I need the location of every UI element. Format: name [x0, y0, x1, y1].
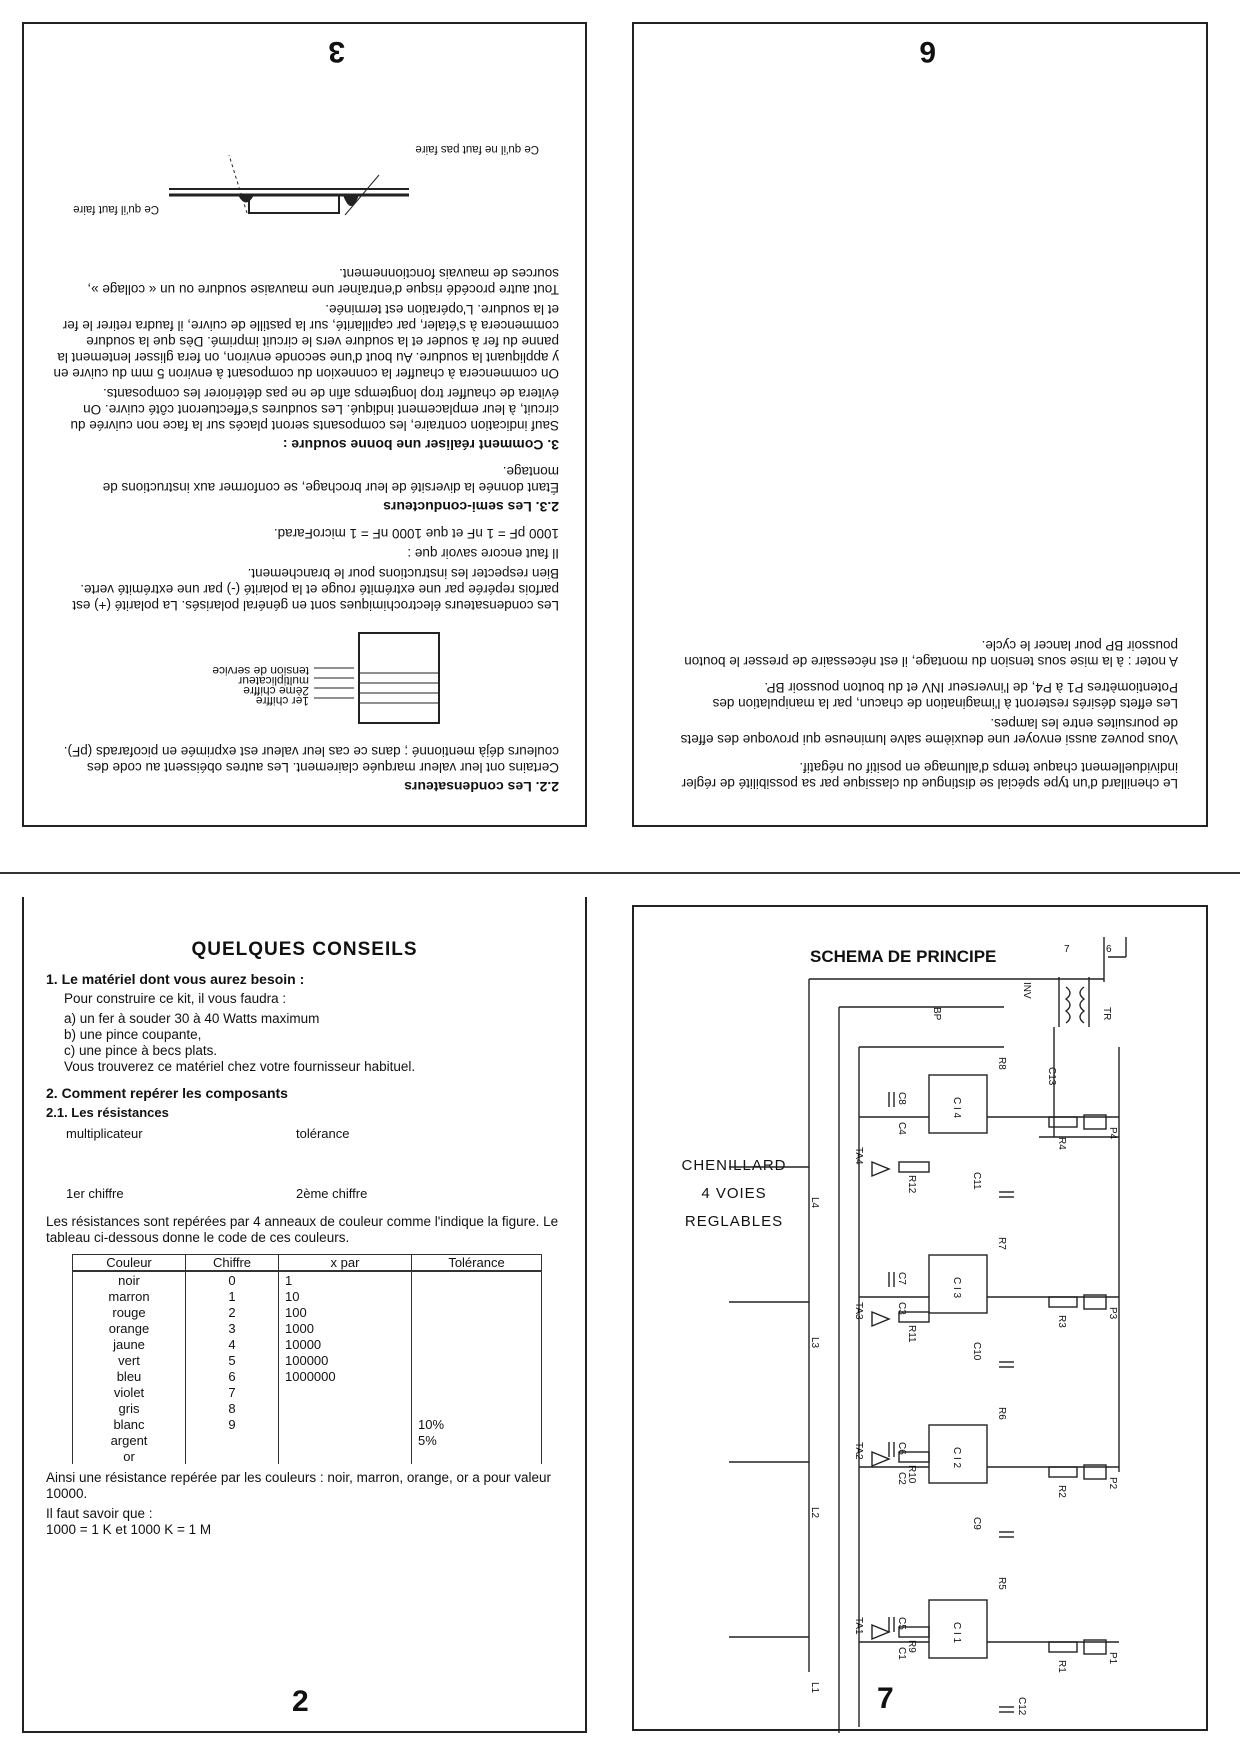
label-C8: C8 — [896, 1092, 907, 1105]
label-R6: R6 — [996, 1407, 1007, 1420]
table-cell: vert — [73, 1352, 186, 1368]
table-cell: marron — [73, 1288, 186, 1304]
sec3-p3: Tout autre procédé risque d'entraîner une mauvaise soudure ou un « collage », sources de mauvais fonctionnement. — [87, 266, 559, 297]
label-TA1: TA1 — [853, 1617, 864, 1635]
table-cell: 1000000 — [279, 1368, 412, 1384]
table-row — [73, 1432, 542, 1448]
table-row — [73, 1400, 542, 1416]
label-P1: P1 — [1107, 1652, 1118, 1665]
s1-item: a) un fer à souder 30 à 40 Watts maximum — [64, 1011, 320, 1026]
table-cell — [412, 1271, 542, 1288]
label-L2: L2 — [809, 1507, 820, 1519]
table-cell — [186, 1448, 279, 1464]
s21-p3: Il faut savoir que : — [46, 1506, 153, 1521]
label-CI2: C I 2 — [951, 1447, 962, 1469]
label-L3: L3 — [809, 1337, 820, 1349]
table-cell: 10000 — [279, 1336, 412, 1352]
label-R12: R12 — [906, 1175, 917, 1194]
s1-title: 1. Le matériel dont vous aurez besoin : — [46, 971, 305, 987]
table-cell — [279, 1416, 412, 1432]
page-2 — [22, 897, 587, 1733]
caption-line: REGLABLES — [684, 1213, 784, 1230]
label-TA4: TA4 — [853, 1147, 864, 1165]
table-cell — [412, 1368, 542, 1384]
s1-intro: Pour construire ce kit, il vous faudra : — [64, 991, 287, 1006]
label-TR: TR — [1101, 1007, 1112, 1021]
table-cell: 4 — [186, 1336, 279, 1352]
label-C3: C3 — [896, 1302, 907, 1315]
band-label: multiplicateur — [238, 674, 309, 688]
s1-item: b) une pince coupante, — [64, 1027, 202, 1042]
table-row — [73, 1384, 542, 1400]
fold-line — [0, 872, 1240, 874]
label-R9: R9 — [906, 1640, 917, 1653]
label-R3: R3 — [1056, 1315, 1067, 1328]
label-C10: C10 — [971, 1342, 982, 1361]
page-number: 3 — [328, 35, 345, 68]
table-cell — [279, 1400, 412, 1416]
p6-p2: Vous pouvez aussi envoyer une deuxième salve lumineuse qui provoque des effets de poursuites entre les lampes. — [680, 716, 1178, 747]
label-C11: C11 — [971, 1172, 982, 1190]
s2-title: 2. Comment repérer les composants — [46, 1085, 288, 1101]
label-TA3: TA3 — [853, 1302, 864, 1320]
th-chiffre: Chiffre — [186, 1255, 279, 1272]
p6-p4: A noter : à la mise sous tension du montage, il est nécessaire de presser le bouton poussoir BP pour lancer le cycle. — [684, 638, 1178, 669]
table-row — [73, 1320, 542, 1336]
label-C13: C13 — [1046, 1067, 1057, 1086]
table-cell — [279, 1432, 412, 1448]
table-cell: blanc — [73, 1416, 186, 1432]
annot-bad: Ce qu'il ne faut pas faire — [415, 143, 539, 155]
schematic — [634, 907, 1210, 1733]
sec22-title: 2.2. Les condensateurs — [404, 779, 559, 795]
caption-line: CHENILLARD — [681, 1157, 787, 1174]
table-cell: jaune — [73, 1336, 186, 1352]
table-row — [73, 1271, 542, 1288]
label-BP: BP — [931, 1007, 942, 1021]
label-CI1: C I 1 — [951, 1622, 962, 1644]
label-R2: R2 — [1056, 1485, 1067, 1498]
table-cell: rouge — [73, 1304, 186, 1320]
table-cell: 100000 — [279, 1352, 412, 1368]
table-cell: violet — [73, 1384, 186, 1400]
page-number: 7 — [877, 1682, 894, 1715]
table-cell — [412, 1448, 542, 1464]
table-cell — [412, 1288, 542, 1304]
label-n7: 7 — [1064, 944, 1070, 955]
table-cell: 10% — [412, 1416, 542, 1432]
table-cell: gris — [73, 1400, 186, 1416]
page-7 — [632, 905, 1208, 1731]
table-row — [73, 1288, 542, 1304]
table-row — [73, 1416, 542, 1432]
label-C7: C7 — [896, 1272, 907, 1285]
table-cell: 10 — [279, 1288, 412, 1304]
table-cell: 6 — [186, 1368, 279, 1384]
s21-p4: 1000 = 1 K et 1000 K = 1 M — [46, 1522, 212, 1537]
sec22-p4: 1000 pF = 1 nF et que 1000 nF = 1 microFarad. — [273, 526, 559, 541]
label-P2: P2 — [1107, 1477, 1118, 1490]
s21-title: 2.1. Les résistances — [46, 1105, 169, 1120]
table-row — [73, 1304, 542, 1320]
table-cell — [412, 1400, 542, 1416]
table-row — [73, 1448, 542, 1464]
sec23-title: 2.3. Les semi-conducteurs — [383, 499, 559, 515]
label-multiplicateur: multiplicateur — [66, 1126, 143, 1141]
label-C4: C4 — [896, 1122, 907, 1135]
table-cell: 0 — [186, 1271, 279, 1288]
caption-line: 4 VOIES — [701, 1185, 767, 1202]
table-row — [73, 1352, 542, 1368]
label-L1: L1 — [809, 1682, 820, 1694]
label-TA2: TA2 — [853, 1442, 864, 1460]
label-R8: R8 — [996, 1057, 1007, 1070]
label-CI4: C I 4 — [951, 1097, 962, 1119]
capacitor-figure — [50, 623, 559, 733]
page-number: 2 — [292, 1685, 309, 1718]
s1-outro: Vous trouverez ce matériel chez votre fournisseur habituel. — [64, 1059, 416, 1074]
p6-p1: Le chenillard d'un type spécial se distingue du classique par sa possibilité de régler individuellement chaque temps d'allumage en positif ou négatif. — [681, 760, 1178, 791]
label-tolerance: tolérance — [296, 1126, 350, 1141]
table-cell: 100 — [279, 1304, 412, 1320]
label-n6: 6 — [1106, 944, 1112, 955]
table-cell: 3 — [186, 1320, 279, 1336]
table-cell: 9 — [186, 1416, 279, 1432]
sec22-p1: Certains ont leur valeur marquée clairement. Les autres obéissent au code des couleurs déjà mentionné ; dans ce cas leur valeur est exprimée en picofarads (pF). — [63, 744, 559, 775]
band-label: 2ème chiffre — [243, 684, 309, 698]
table-cell — [412, 1304, 542, 1320]
table-cell: or — [73, 1448, 186, 1464]
p6-p3: Les effets désirés resteront à l'imagination de chacun, par la manipulation des Potentiomètres P1 à P4, de l'inverseur INV et du bouton poussoir BP. — [712, 680, 1178, 711]
page-title: QUELQUES CONSEILS — [191, 939, 418, 960]
table-cell — [186, 1432, 279, 1448]
table-cell: 1 — [279, 1271, 412, 1288]
label-C2: C2 — [896, 1472, 907, 1485]
label-1er-chiffre: 1er chiffre — [66, 1186, 124, 1201]
page-number: 6 — [919, 35, 936, 68]
table-row — [73, 1336, 542, 1352]
schema-title: SCHEMA DE PRINCIPE — [810, 947, 997, 966]
table-cell: noir — [73, 1271, 186, 1288]
label-INV: INV — [1021, 982, 1032, 999]
sec3-p2: On commencera à chauffer la connexion du composant à environ 5 mm du cuivre en y appliquant la soudure. Au bout d'une seconde environ, on fera glisser lentement la panne du fer à souder et la soudure vers le circuit imprimé. Dès que la soudure commencera à s'étaler, par capillarité, sur la pastille de cuivre, il faudra retirer le fer et la soudure. L'opération est terminée. — [53, 302, 559, 381]
label-C5: C5 — [896, 1617, 907, 1630]
label-R4: R4 — [1056, 1137, 1067, 1150]
sec22-p2: Les condensateurs électrochimiques sont en général polarisés. La polarité (+) est parfois repérée par une extrémité rouge et la polarité (-) par une extrémité verte. Bien respecter les instructions pour le branchement. — [72, 566, 559, 613]
label-C6: C6 — [896, 1442, 907, 1455]
label-R7: R7 — [996, 1237, 1007, 1250]
sec22-p3: Il faut encore savoir que : — [407, 546, 559, 561]
table-cell — [279, 1384, 412, 1400]
label-C9: C9 — [971, 1517, 982, 1530]
table-cell: bleu — [73, 1368, 186, 1384]
table-cell: orange — [73, 1320, 186, 1336]
page-6 — [632, 22, 1208, 827]
label-C12: C12 — [1016, 1697, 1027, 1716]
table-cell: argent — [73, 1432, 186, 1448]
table-cell: 1 — [186, 1288, 279, 1304]
th-xpar: x par — [279, 1255, 412, 1272]
table-cell — [412, 1320, 542, 1336]
table-row — [73, 1368, 542, 1384]
table-cell — [279, 1448, 412, 1464]
table-cell: 8 — [186, 1400, 279, 1416]
th-tolerance: Tolérance — [412, 1255, 542, 1272]
label-R10: R10 — [906, 1465, 917, 1484]
label-C1: C1 — [896, 1647, 907, 1660]
sec3-title: 3. Comment réaliser une bonne soudure : — [282, 437, 559, 453]
label-R5: R5 — [996, 1577, 1007, 1590]
table-cell: 1000 — [279, 1320, 412, 1336]
table-cell — [412, 1336, 542, 1352]
annot-good: Ce qu'il faut faire — [73, 203, 159, 215]
band-label: 1er chiffre — [255, 694, 309, 708]
label-R11: R11 — [906, 1325, 917, 1343]
label-P4: P4 — [1107, 1127, 1118, 1140]
s21-p1: Les résistances sont repérées par 4 anneaux de couleur comme l'indique la figure. Le tableau ci-dessous donne le code de ces couleurs. — [46, 1214, 559, 1245]
sec23-p1: Étant donnée la diversité de leur brochage, se conformer aux instructions de montage. — [102, 464, 559, 495]
table-cell: 7 — [186, 1384, 279, 1400]
solder-figure — [50, 135, 559, 255]
label-R1: R1 — [1056, 1660, 1067, 1673]
sec3-p1: Sauf indication contraire, les composants seront placés sur la face non cuivrée du circuit, à leur emplacement indiqué. Les soudures s'effectueront côté cuivre. On évitera de chauffer trop longtemps afin de ne pas détériorer les composants. — [70, 386, 559, 433]
s21-p2: Ainsi une résistance repérée par les couleurs : noir, marron, orange, or a pour valeur 10000. — [46, 1470, 552, 1501]
label-CI3: C I 3 — [951, 1277, 962, 1299]
resistor-figure — [46, 1124, 563, 1204]
table-cell: 5% — [412, 1432, 542, 1448]
color-code-table — [72, 1254, 542, 1464]
table-cell — [412, 1384, 542, 1400]
s1-item: c) une pince à becs plats. — [64, 1043, 218, 1058]
th-couleur: Couleur — [73, 1255, 186, 1272]
label-P3: P3 — [1107, 1307, 1118, 1320]
label-2eme-chiffre: 2ème chiffre — [296, 1186, 368, 1201]
table-cell — [412, 1352, 542, 1368]
table-cell: 2 — [186, 1304, 279, 1320]
label-L4: L4 — [809, 1197, 820, 1209]
table-cell: 5 — [186, 1352, 279, 1368]
page-3 — [22, 22, 587, 827]
band-label: tension de service — [212, 664, 309, 678]
